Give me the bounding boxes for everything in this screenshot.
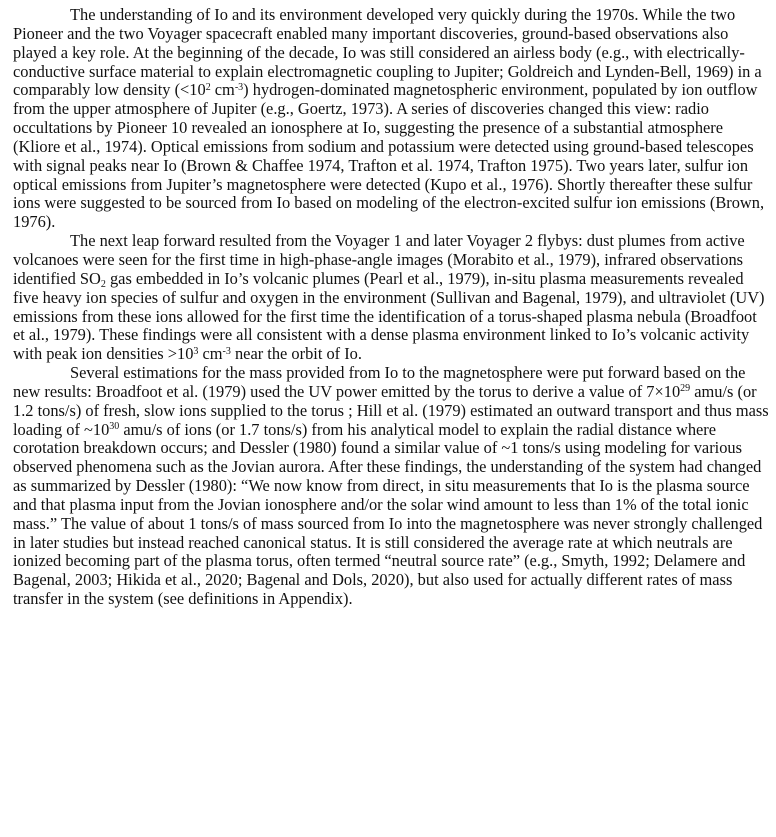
text-run: The understanding of Io and its environment developed very quickly during the 1970s. While the two Pioneer and the two Voyager spacecraft enabled many important discoveries, ground-based observations also played a key role. At the beginning of the decade, Io was still considered an airless body (e.g., with electrically-conductive surface material to explain electromagnetic coupling to Jupiter; Goldreich and Lynden-Bell, 1969) in a comparably low density (<10 bbox=[13, 5, 762, 100]
text-run: cm bbox=[210, 80, 235, 100]
text-run: Several estimations for the mass provided from Io to the magnetosphere were put forward based on the new results: Broadfoot et al. (1979) used the UV power emitted by the torus to derive a value of 7×10 bbox=[13, 363, 746, 401]
superscript: -3 bbox=[234, 81, 244, 93]
superscript: 3 bbox=[193, 345, 199, 357]
superscript: -3 bbox=[222, 345, 231, 357]
superscript: 29 bbox=[680, 383, 691, 395]
paragraph-1 bbox=[13, 6, 769, 232]
text-run: amu/s (or 1.2 tons/s) of fresh, slow ions supplied to the torus ; Hill et al. (1979) estimated an outward transport and thus mass loading of ~10 bbox=[13, 381, 769, 439]
text-run: cm bbox=[198, 344, 223, 364]
text-run: amu/s of ions (or 1.7 tons/s) from his analytical model to explain the radial distance where corotation breakdown occurs; and Dessler (1980) found a similar value of ~1 tons/s using modeling for various observed phenomena such as the Jovian aurora. After these findings, the understanding of the system had changed as summarized by Dessler (1980): “We now know from direct, in situ measurements that Io is the plasma source and that plasma input from the Jovian ionosphere and/or the solar wind amount to less than 1% of the total ionic mass.” The value of about 1 tons/s of mass sourced from Io into the magnetosphere was never strongly challenged in later studies but instead reached canonical status. It is still considered the average rate at which neutrals are ionized becoming part of the plasma torus, often termed “neutral source rate” (e.g., Smyth, 1992; Delamere and Bagenal, 2003; Hikida et al., 2020; Bagenal and Dols, 2020), but also used for actually different rates of mass transfer in the system (see definitions in Appendix). bbox=[13, 419, 763, 609]
text-run: The next leap forward resulted from the Voyager 1 and later Voyager 2 flybys: dust plumes from active volcanoes were seen for the first time in high-phase-angle images (Morabito et al., 1979), infrared observations identified SO bbox=[13, 231, 745, 288]
paragraph-3 bbox=[13, 364, 769, 609]
text-run: near the orbit of Io. bbox=[230, 344, 362, 364]
text-run: gas embedded in Io’s volcanic plumes (Pearl et al., 1979), in-situ plasma measurements revealed five heavy ion species of sulfur and oxygen in the environment (Sullivan and Bagenal, 1979), and ultraviolet (UV) emissions from these ions allowed for the first time the identification of a torus-shaped plasma nebula (Broadfoot et al., 1979). These findings were all consistent with a dense plasma environment linked to Io’s volcanic activity with peak ion densities >10 bbox=[13, 268, 765, 364]
document-body bbox=[13, 6, 769, 609]
superscript: 30 bbox=[109, 421, 120, 433]
paragraph-2 bbox=[13, 232, 769, 364]
text-run: ) hydrogen-dominated magnetospheric environment, populated by ion outflow from the upper atmosphere of Jupiter (e.g., Goertz, 1973). A series of discoveries changed this view: radio occultations by Pioneer 10 revealed an ionosphere at Io, suggesting the presence of a substantial atmosphere (Kliore et al., 1974). Optical emissions from sodium and potassium were detected using ground-based telescopes with signal peaks near Io (Brown & Chaffee 1974, Trafton et al. 1974, Trafton 1975). Two years later, sulfur ion optical emissions from Jupiter’s magnetosphere were detected (Kupo et al., 1976). Shortly thereafter these sulfur ions were suggested to be sourced from Io based on modeling of the electron-excited sulfur ion emissions (Brown, 1976). bbox=[13, 80, 765, 232]
superscript: 2 bbox=[205, 81, 211, 93]
subscript: 2 bbox=[100, 278, 106, 290]
